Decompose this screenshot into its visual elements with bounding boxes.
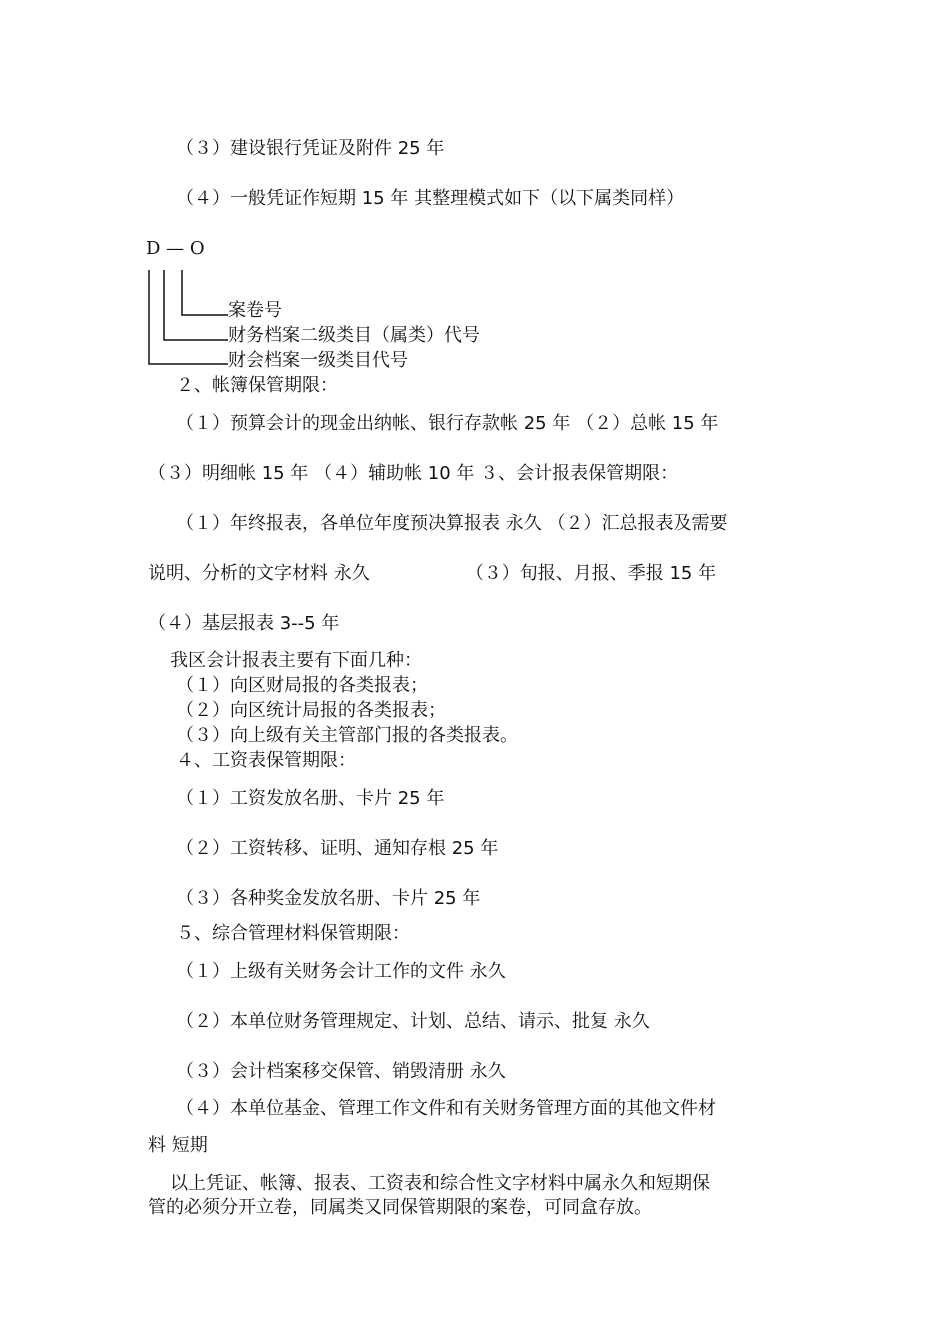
general-item-3: （３）会计档案移交保管、销毁清册 永久: [176, 1061, 506, 1082]
voucher-item-3: （３）建设银行凭证及附件 25 年: [176, 138, 445, 159]
voucher-item-4: （４）一般凭证作短期 15 年 其整理模式如下（以下属类同样）: [176, 188, 685, 209]
tree-label-level1: 财会档案一级类目代号: [228, 350, 408, 371]
general-item-1: （１）上级有关财务会计工作的文件 永久: [176, 961, 506, 982]
code-format: D — O: [146, 238, 205, 259]
tree-branch-case-number: [182, 270, 228, 315]
payroll-item-1: （１）工资发放名册、卡片 25 年: [176, 788, 445, 809]
section-general: ５、综合管理材料保管期限：: [176, 923, 410, 944]
ledger-line-1: （１）预算会计的现金出纳帐、银行存款帐 25 年 （２）总帐 15 年: [176, 413, 719, 434]
report-line-2: [148, 565, 716, 583]
section-payroll: ４、工资表保管期限：: [176, 750, 356, 771]
report-kind-1: （１）向区财局报的各类报表；: [176, 675, 428, 696]
tree-label-case-number: 案卷号: [228, 300, 282, 321]
section-ledger: ２、帐簿保管期限：: [176, 375, 338, 396]
report-kind-2: （２）向区统计局报的各类报表；: [176, 700, 446, 721]
tree-branch-level1: [149, 270, 228, 364]
tree-branch-level2: [164, 270, 228, 340]
closing-paragraph-1: 以上凭证、帐簿、报表、工资表和综合性文字材料中属永久和短期保: [170, 1173, 710, 1194]
report-kinds-intro: 我区会计报表主要有下面几种：: [170, 650, 422, 671]
general-item-4-cont: 料 短期: [148, 1135, 208, 1156]
general-item-4: （４）本单位基金、管理工作文件和有关财务管理方面的其他文件材: [176, 1098, 716, 1119]
payroll-item-3: （３）各种奖金发放名册、卡片 25 年: [176, 888, 481, 909]
report-line-3: （４）基层报表 3--5 年: [148, 613, 340, 634]
tree-label-level2: 财务档案二级类目（属类）代号: [228, 325, 480, 346]
general-item-2: （２）本单位财务管理规定、计划、总结、请示、批复 永久: [176, 1011, 650, 1032]
report-line-2a: 说明、分析的文字材料 永久: [148, 563, 370, 584]
report-kind-3: （３）向上级有关主管部门报的各类报表。: [176, 725, 518, 746]
payroll-item-2: （２）工资转移、证明、通知存根 25 年: [176, 838, 499, 859]
report-line-1: （１）年终报表，各单位年度预决算报表 永久 （２）汇总报表及需要: [176, 513, 728, 534]
ledger-line-2: （３）明细帐 15 年 （４）辅助帐 10 年 ３、会计报表保管期限：: [148, 463, 679, 484]
report-line-2b: （３）旬报、月报、季报 15 年: [465, 563, 717, 584]
closing-paragraph-2: 管的必须分开立卷，同属类又同保管期限的案卷，可同盒存放。: [148, 1197, 652, 1218]
